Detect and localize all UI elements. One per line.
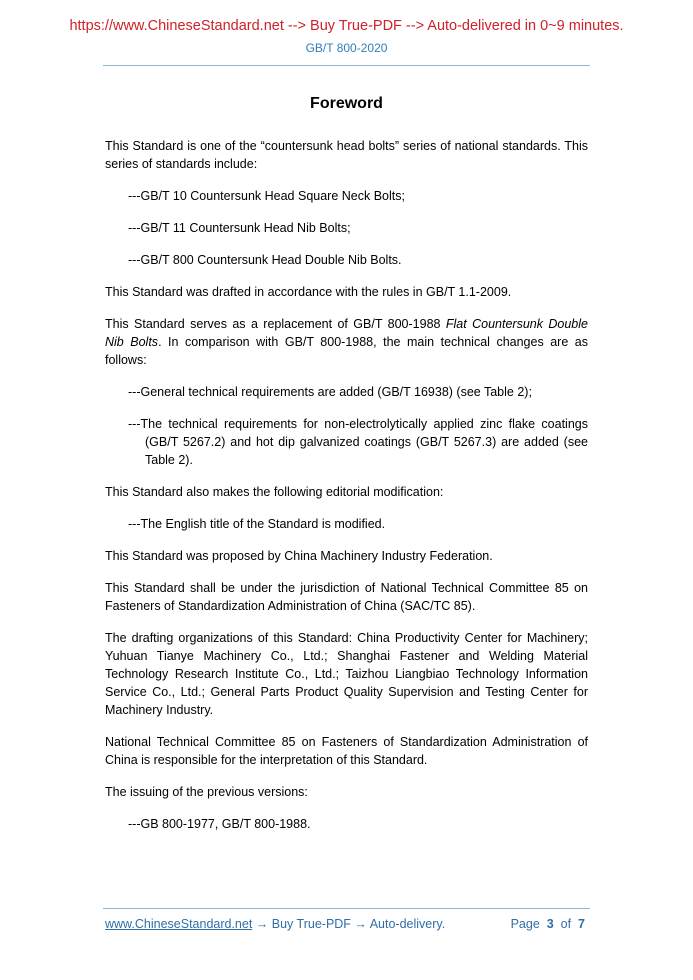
paragraph: National Technical Committee 85 on Fasteners of Standardization Administration of China is responsible for the interpretation of this Standard. — [105, 735, 588, 767]
paragraph: This Standard also makes the following editorial modification: — [105, 485, 444, 499]
page-title: Foreword — [310, 95, 383, 112]
standard-number: GB/T 800-2020 — [305, 41, 388, 55]
page-number: 3 — [546, 917, 554, 931]
list-item: ---GB/T 10 Countersunk Head Square Neck Bolts; — [128, 189, 405, 203]
footer — [105, 917, 585, 931]
list-item: ---The technical requirements for non-electrolytically applied zinc flake coatings (GB/T 5267.2) and hot dip galvanized coatings (GB/T 5267.3) are added (see Table 2). — [128, 417, 588, 467]
header-divider — [103, 65, 590, 66]
list-item: ---GB/T 11 Countersunk Head Nib Bolts; — [128, 221, 351, 235]
paragraph: The drafting organizations of this Standard: China Productivity Center for Machinery; Yuhuan Tianye Machinery Co., Ltd.; Shanghai Fastener and Welding Material Technology Research Institute Co., Ltd.; Taizhou Liangbiao Technology Information Service Co., Ltd.; General Parts Product Quality Supervision and Testing Center for Machinery Industry. — [105, 631, 588, 717]
paragraph: This Standard was proposed by China Machinery Industry Federation. — [105, 549, 493, 563]
page-label: Page — [510, 917, 540, 931]
footer-text: → Buy True-PDF → Auto-delivery. — [252, 917, 446, 931]
website-link[interactable]: www.ChineseStandard.net — [105, 917, 253, 931]
list-item: ---GB 800-1977, GB/T 800-1988. — [128, 817, 311, 831]
paragraph: The issuing of the previous versions: — [105, 785, 308, 799]
document-body — [105, 137, 588, 847]
banner: https://www.ChineseStandard.net --> Buy True-PDF --> Auto-delivered in 0~9 minutes. — [69, 18, 624, 34]
paragraph — [105, 315, 588, 369]
footer-divider — [103, 908, 590, 909]
paragraph: This Standard shall be under the jurisdiction of National Technical Committee 85 on Fasteners of Standardization Administration of China (SAC/TC 85). — [105, 581, 588, 613]
paragraph: This Standard was drafted in accordance with the rules in GB/T 1.1-2009. — [105, 285, 512, 299]
list-item: ---The English title of the Standard is modified. — [128, 517, 386, 531]
text: This Standard serves as a replacement of GB/T 800-1988 — [105, 317, 446, 331]
paragraph: This Standard is one of the “countersunk head bolts” series of national standards. This series of standards include: — [105, 139, 588, 171]
page-indicator — [511, 917, 585, 931]
text: . In comparison with GB/T 800-1988, the main technical changes are as follows: — [105, 335, 588, 367]
list-item: ---GB/T 800 Countersunk Head Double Nib Bolts. — [128, 253, 402, 267]
page-total: 7 — [578, 917, 585, 931]
of-label: of — [560, 917, 572, 931]
italic-title: Flat Countersunk Double Nib Bolts — [105, 317, 588, 349]
list-item: ---General technical requirements are added (GB/T 16938) (see Table 2); — [128, 385, 532, 399]
